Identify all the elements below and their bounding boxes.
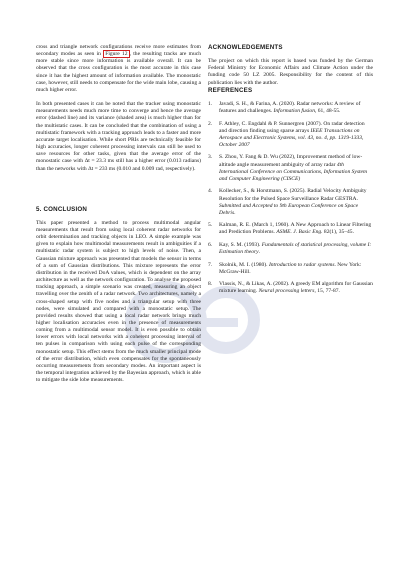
reference-number: 1. xyxy=(208,100,213,107)
reference-item xyxy=(208,222,373,236)
left-column xyxy=(36,44,201,384)
reference-text: Kay, S. M. (1993). xyxy=(219,241,262,248)
reference-number: 7. xyxy=(208,261,213,268)
continued-paragraph xyxy=(36,44,201,94)
reference-text: Vlassis, N., & Likas, A. (2002). A greedy EM algorithm for Gaussian mixture learning. xyxy=(219,281,373,295)
results-paragraph: In both presented cases it can be noted that the tracker using monostatic measurements needs much more time to converge and hence the average error (dashed line) and its variance (shaded area) is much higher than for the multistatic cases. It can be concluded that the combination of using a multistatic framework with a tracking approach leads to a faster and more accurate target localisation. While short PRIs are technically feasible for high accuracies, longer coherent processing intervals can still be used to save resources for other tasks, given that the average error of the monostatic case with Δt = 23.3 ms still has a higher error (0.013 radians) than the networks with Δt = 233 ms (0.010 and 0.009 rad, respectively). xyxy=(36,101,201,172)
figure-link[interactable]: Figure 12 xyxy=(105,51,128,58)
reference-venue: 4th International Conference on Communications, Information System and Computer Engineering (CISCE) xyxy=(219,161,368,182)
reference-text: , 61, 48-55. xyxy=(314,108,341,115)
reference-text: Javadi, S. H., & Farina, A. (2020). Radar networks: A review of features and challenges. xyxy=(219,100,361,115)
paragraph-text: cross and triangle network configurations receive more estimates from secondary modes as seen in xyxy=(36,44,201,58)
reference-number: 5. xyxy=(208,222,213,229)
reference-item xyxy=(208,188,373,217)
reference-text: S. Zhou, Y. Fang & D. Wu (2022), Improvement method of low-altitude angle measurement ambiguity of array radar xyxy=(219,154,363,168)
reference-number: 8. xyxy=(208,281,213,288)
reference-list xyxy=(208,101,373,296)
right-column xyxy=(208,44,373,301)
references-heading: REFERENCES xyxy=(208,86,253,94)
reference-item xyxy=(208,281,373,295)
reference-text: , 15, 77-87. xyxy=(314,288,340,295)
reference-item xyxy=(208,154,373,183)
reference-item xyxy=(208,242,373,256)
reference-text: . xyxy=(258,249,260,256)
reference-item xyxy=(208,262,373,276)
paragraph-text: , the resulting tracks are much more stable since more information is available overall. It can be observed that the cross configuration is the most accurate in this case since it has the highest amount of information available. The monostatic case, however, still needs to compensate for the wide main lobe, causing a much higher error. xyxy=(36,51,201,93)
acknowledgements-heading: ACKNOWLEDGEMENTS xyxy=(208,44,283,51)
reference-number: 3. xyxy=(208,154,213,161)
reference-number: 6. xyxy=(208,241,213,248)
reference-item xyxy=(208,121,373,150)
reference-venue: IEEE Transactions on Aerospace and Electronic Systems, vol. 43, no. 4, pp. 1319-1333, October 2007 xyxy=(219,127,364,149)
reference-venue: Fundamentals of statistical processing, volume I: Estimation theory xyxy=(219,241,372,256)
reference-text: Kalman, R. E. (March 1, 1960). A New Approach to Linear Filtering and Prediction Problems. xyxy=(219,222,372,236)
reference-text: F. Athley, C. Engdahl & P. Sunnergren (2007). On radar detection and direction finding using sparse arrays xyxy=(219,120,365,134)
reference-text: 82(1), 35–45. xyxy=(322,229,354,236)
reference-venue: ASME. J. Basic Eng. xyxy=(276,229,323,236)
reference-venue: Submitted and Accepted to 9th European Conference on Space Debris xyxy=(219,202,359,216)
reference-text: . New York: McGraw-Hill. xyxy=(219,261,362,275)
reference-number: 4. xyxy=(208,188,213,195)
reference-text: Skolnik, M. I. (1980). xyxy=(219,261,269,268)
reference-item xyxy=(208,101,373,115)
reference-text: Kollecker, S., & Horstmann, S. (2025). Radial Velocity Ambiguity Resolution for the Pulsed Space Surveillance Radar GESTRA. xyxy=(219,188,367,202)
conclusion-heading: 5. CONCLUSION xyxy=(36,205,88,213)
reference-text: . xyxy=(234,209,236,216)
reference-number: 2. xyxy=(208,120,213,127)
acknowledgements-text: The project on which this report is based was funded by the German Federal Ministry for Economic Affairs and Climate Action under the funding code 50 LZ 2005. Responsibility for the content of this publication lies with the author. xyxy=(208,58,373,86)
reference-venue: Introduction to radar systems xyxy=(268,261,335,268)
reference-venue: Information fusion xyxy=(273,108,315,115)
conclusion-paragraph: This paper presented a method to process multimodal angular measurements that result from using local coherent radar networks for orbit determination and tracking objects in LEO. A simple example was given to explain how multimodal measurements result in ambiguities if a multistatic radar system is subject to high levels of noise. Then, a Gaussian mixture approach was presented that models the sensor in terms of a sum of Gaussian distributions. This mixture represents the error distribution in the received DoA values, which is dependent on the array architecture as well as the network configuration. To analyse the proposed tracking approach, a simple scenario was created, measuring an object travelling over the zenith of a radar network. Two architectures, namely a cross-shaped setup with five nodes and a triangular setup with three nodes, were simulated and compared with a monostatic setup. The provided results showed that using a local radar network brings much higher localisation accuracies even in the presence of measurements coming from a multimodal sensor model. It is even possible to obtain lower errors with local networks with a coherent processing interval of ten pulses in comparison with using each pulse of the corresponding monostatic setup. This effect stems from the much smaller principal mode of the error distribution, which even compensates for the spontaneously occurring measurements from secondary modes. An important aspect is the temporal integration achieved by the Bayesian approach, which is able to mitigate the side lobe measurements. xyxy=(36,219,201,384)
reference-venue: Neural processing letters xyxy=(258,288,315,295)
